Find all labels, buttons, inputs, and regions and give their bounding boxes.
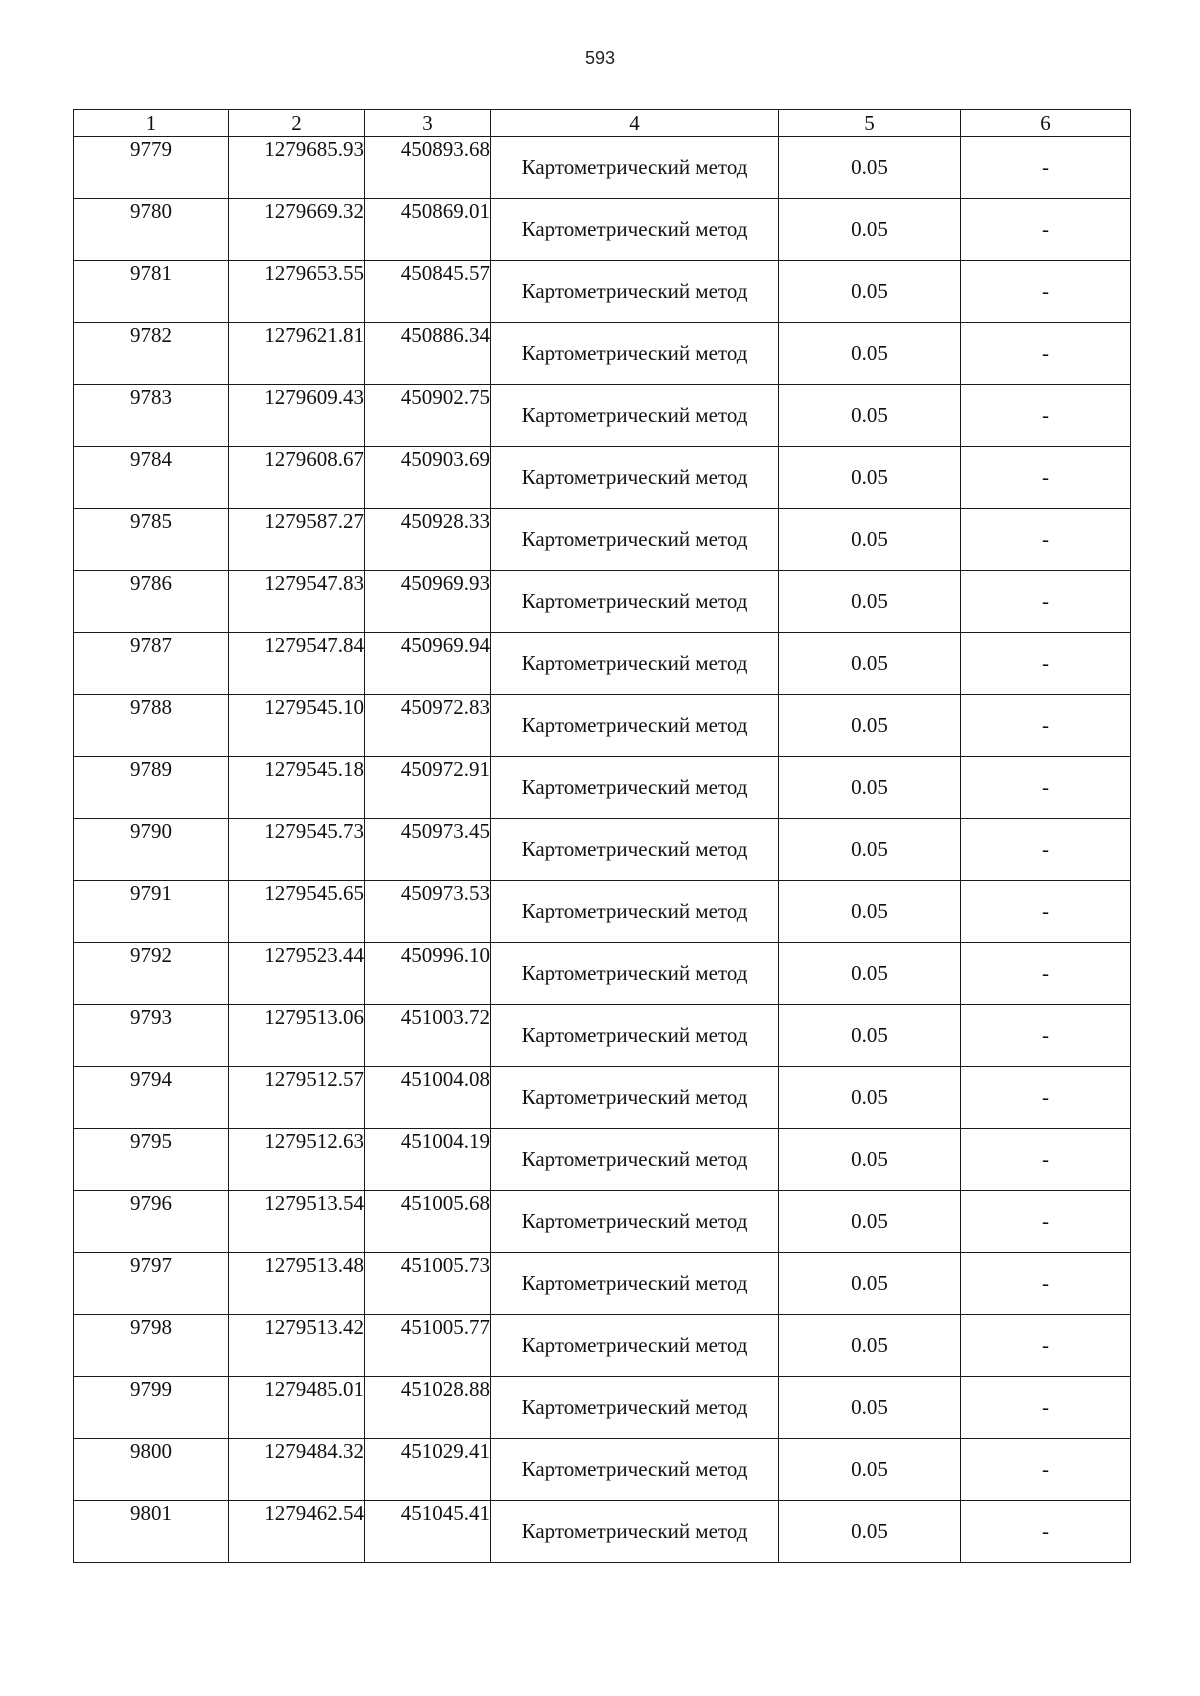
- table-row: [74, 1067, 1131, 1129]
- note-cell: -: [961, 1315, 1131, 1377]
- method-cell: Картометрический метод: [491, 1439, 779, 1501]
- accuracy-cell: 0.05: [779, 1253, 961, 1315]
- y-coordinate-cell: 450869.01: [365, 199, 491, 261]
- table-row: [74, 199, 1131, 261]
- table-row: [74, 819, 1131, 881]
- y-coordinate-cell: 450845.57: [365, 261, 491, 323]
- table-row: [74, 1005, 1131, 1067]
- method-cell: Картометрический метод: [491, 633, 779, 695]
- accuracy-cell: 0.05: [779, 881, 961, 943]
- y-coordinate-cell: 450972.91: [365, 757, 491, 819]
- point-number-cell: 9785: [74, 509, 229, 571]
- y-coordinate-cell: 451005.68: [365, 1191, 491, 1253]
- point-number-cell: 9799: [74, 1377, 229, 1439]
- x-coordinate-cell: 1279545.65: [229, 881, 365, 943]
- x-coordinate-cell: 1279545.73: [229, 819, 365, 881]
- accuracy-cell: 0.05: [779, 633, 961, 695]
- y-coordinate-cell: 451004.08: [365, 1067, 491, 1129]
- point-number-cell: 9779: [74, 137, 229, 199]
- method-cell: Картометрический метод: [491, 261, 779, 323]
- x-coordinate-cell: 1279685.93: [229, 137, 365, 199]
- accuracy-cell: 0.05: [779, 1191, 961, 1253]
- y-coordinate-cell: 450973.45: [365, 819, 491, 881]
- table-row: [74, 695, 1131, 757]
- method-cell: Картометрический метод: [491, 447, 779, 509]
- method-cell: Картометрический метод: [491, 199, 779, 261]
- note-cell: -: [961, 1501, 1131, 1563]
- note-cell: -: [961, 1129, 1131, 1191]
- point-number-cell: 9791: [74, 881, 229, 943]
- accuracy-cell: 0.05: [779, 1129, 961, 1191]
- accuracy-cell: 0.05: [779, 1067, 961, 1129]
- table-row: [74, 1315, 1131, 1377]
- table-row: [74, 385, 1131, 447]
- table-row: [74, 1253, 1131, 1315]
- x-coordinate-cell: 1279513.48: [229, 1253, 365, 1315]
- x-coordinate-cell: 1279547.83: [229, 571, 365, 633]
- x-coordinate-cell: 1279545.18: [229, 757, 365, 819]
- note-cell: -: [961, 819, 1131, 881]
- note-cell: -: [961, 633, 1131, 695]
- y-coordinate-cell: 451003.72: [365, 1005, 491, 1067]
- x-coordinate-cell: 1279462.54: [229, 1501, 365, 1563]
- column-header-4: 4: [491, 110, 779, 137]
- y-coordinate-cell: 451005.77: [365, 1315, 491, 1377]
- y-coordinate-cell: 451005.73: [365, 1253, 491, 1315]
- point-number-cell: 9797: [74, 1253, 229, 1315]
- point-number-cell: 9800: [74, 1439, 229, 1501]
- note-cell: -: [961, 137, 1131, 199]
- accuracy-cell: 0.05: [779, 1377, 961, 1439]
- y-coordinate-cell: 450969.94: [365, 633, 491, 695]
- method-cell: Картометрический метод: [491, 1067, 779, 1129]
- accuracy-cell: 0.05: [779, 695, 961, 757]
- point-number-cell: 9783: [74, 385, 229, 447]
- method-cell: Картометрический метод: [491, 137, 779, 199]
- note-cell: -: [961, 509, 1131, 571]
- point-number-cell: 9792: [74, 943, 229, 1005]
- y-coordinate-cell: 450972.83: [365, 695, 491, 757]
- column-header-5: 5: [779, 110, 961, 137]
- accuracy-cell: 0.05: [779, 1501, 961, 1563]
- point-number-cell: 9786: [74, 571, 229, 633]
- table-row: [74, 1377, 1131, 1439]
- x-coordinate-cell: 1279608.67: [229, 447, 365, 509]
- y-coordinate-cell: 451045.41: [365, 1501, 491, 1563]
- accuracy-cell: 0.05: [779, 1315, 961, 1377]
- point-number-cell: 9796: [74, 1191, 229, 1253]
- coordinates-table: [73, 109, 1131, 1563]
- point-number-cell: 9798: [74, 1315, 229, 1377]
- x-coordinate-cell: 1279513.06: [229, 1005, 365, 1067]
- table-row: [74, 881, 1131, 943]
- note-cell: -: [961, 199, 1131, 261]
- y-coordinate-cell: 450996.10: [365, 943, 491, 1005]
- note-cell: -: [961, 1377, 1131, 1439]
- accuracy-cell: 0.05: [779, 199, 961, 261]
- note-cell: -: [961, 943, 1131, 1005]
- y-coordinate-cell: 451004.19: [365, 1129, 491, 1191]
- note-cell: -: [961, 261, 1131, 323]
- note-cell: -: [961, 323, 1131, 385]
- x-coordinate-cell: 1279512.57: [229, 1067, 365, 1129]
- note-cell: -: [961, 757, 1131, 819]
- y-coordinate-cell: 451029.41: [365, 1439, 491, 1501]
- accuracy-cell: 0.05: [779, 1439, 961, 1501]
- method-cell: Картометрический метод: [491, 323, 779, 385]
- accuracy-cell: 0.05: [779, 819, 961, 881]
- y-coordinate-cell: 450886.34: [365, 323, 491, 385]
- y-coordinate-cell: 450973.53: [365, 881, 491, 943]
- x-coordinate-cell: 1279609.43: [229, 385, 365, 447]
- method-cell: Картометрический метод: [491, 819, 779, 881]
- accuracy-cell: 0.05: [779, 385, 961, 447]
- table-row: [74, 943, 1131, 1005]
- accuracy-cell: 0.05: [779, 1005, 961, 1067]
- table-row: [74, 1501, 1131, 1563]
- point-number-cell: 9795: [74, 1129, 229, 1191]
- x-coordinate-cell: 1279545.10: [229, 695, 365, 757]
- method-cell: Картометрический метод: [491, 943, 779, 1005]
- x-coordinate-cell: 1279485.01: [229, 1377, 365, 1439]
- method-cell: Картометрический метод: [491, 757, 779, 819]
- table-row: [74, 1129, 1131, 1191]
- point-number-cell: 9787: [74, 633, 229, 695]
- x-coordinate-cell: 1279523.44: [229, 943, 365, 1005]
- point-number-cell: 9801: [74, 1501, 229, 1563]
- table-body: [74, 137, 1131, 1563]
- y-coordinate-cell: 451028.88: [365, 1377, 491, 1439]
- column-header-1: 1: [74, 110, 229, 137]
- table-row: [74, 571, 1131, 633]
- note-cell: -: [961, 881, 1131, 943]
- note-cell: -: [961, 1191, 1131, 1253]
- y-coordinate-cell: 450928.33: [365, 509, 491, 571]
- x-coordinate-cell: 1279513.42: [229, 1315, 365, 1377]
- table-row: [74, 633, 1131, 695]
- x-coordinate-cell: 1279512.63: [229, 1129, 365, 1191]
- accuracy-cell: 0.05: [779, 447, 961, 509]
- note-cell: -: [961, 1067, 1131, 1129]
- method-cell: Картометрический метод: [491, 1377, 779, 1439]
- table-row: [74, 509, 1131, 571]
- table-header-row: [74, 110, 1131, 137]
- point-number-cell: 9784: [74, 447, 229, 509]
- x-coordinate-cell: 1279547.84: [229, 633, 365, 695]
- table-row: [74, 1191, 1131, 1253]
- point-number-cell: 9788: [74, 695, 229, 757]
- page-number: 593: [584, 48, 616, 68]
- table-row: [74, 323, 1131, 385]
- column-header-2: 2: [229, 110, 365, 137]
- note-cell: -: [961, 1439, 1131, 1501]
- method-cell: Картометрический метод: [491, 1129, 779, 1191]
- x-coordinate-cell: 1279484.32: [229, 1439, 365, 1501]
- y-coordinate-cell: 450969.93: [365, 571, 491, 633]
- method-cell: Картометрический метод: [491, 1501, 779, 1563]
- accuracy-cell: 0.05: [779, 509, 961, 571]
- column-header-6: 6: [961, 110, 1131, 137]
- note-cell: -: [961, 1005, 1131, 1067]
- table-row: [74, 757, 1131, 819]
- y-coordinate-cell: 450893.68: [365, 137, 491, 199]
- method-cell: Картометрический метод: [491, 509, 779, 571]
- method-cell: Картометрический метод: [491, 571, 779, 633]
- point-number-cell: 9789: [74, 757, 229, 819]
- column-header-3: 3: [365, 110, 491, 137]
- x-coordinate-cell: 1279653.55: [229, 261, 365, 323]
- note-cell: -: [961, 385, 1131, 447]
- y-coordinate-cell: 450902.75: [365, 385, 491, 447]
- point-number-cell: 9790: [74, 819, 229, 881]
- method-cell: Картометрический метод: [491, 1253, 779, 1315]
- x-coordinate-cell: 1279587.27: [229, 509, 365, 571]
- accuracy-cell: 0.05: [779, 943, 961, 1005]
- method-cell: Картометрический метод: [491, 881, 779, 943]
- point-number-cell: 9793: [74, 1005, 229, 1067]
- method-cell: Картометрический метод: [491, 1191, 779, 1253]
- table-row: [74, 1439, 1131, 1501]
- x-coordinate-cell: 1279669.32: [229, 199, 365, 261]
- x-coordinate-cell: 1279513.54: [229, 1191, 365, 1253]
- accuracy-cell: 0.05: [779, 137, 961, 199]
- point-number-cell: 9794: [74, 1067, 229, 1129]
- point-number-cell: 9780: [74, 199, 229, 261]
- point-number-cell: 9781: [74, 261, 229, 323]
- x-coordinate-cell: 1279621.81: [229, 323, 365, 385]
- accuracy-cell: 0.05: [779, 261, 961, 323]
- method-cell: Картометрический метод: [491, 385, 779, 447]
- accuracy-cell: 0.05: [779, 757, 961, 819]
- accuracy-cell: 0.05: [779, 571, 961, 633]
- note-cell: -: [961, 1253, 1131, 1315]
- method-cell: Картометрический метод: [491, 1005, 779, 1067]
- note-cell: -: [961, 571, 1131, 633]
- point-number-cell: 9782: [74, 323, 229, 385]
- table-row: [74, 447, 1131, 509]
- note-cell: -: [961, 447, 1131, 509]
- accuracy-cell: 0.05: [779, 323, 961, 385]
- table-row: [74, 261, 1131, 323]
- y-coordinate-cell: 450903.69: [365, 447, 491, 509]
- method-cell: Картометрический метод: [491, 1315, 779, 1377]
- table-row: [74, 137, 1131, 199]
- note-cell: -: [961, 695, 1131, 757]
- method-cell: Картометрический метод: [491, 695, 779, 757]
